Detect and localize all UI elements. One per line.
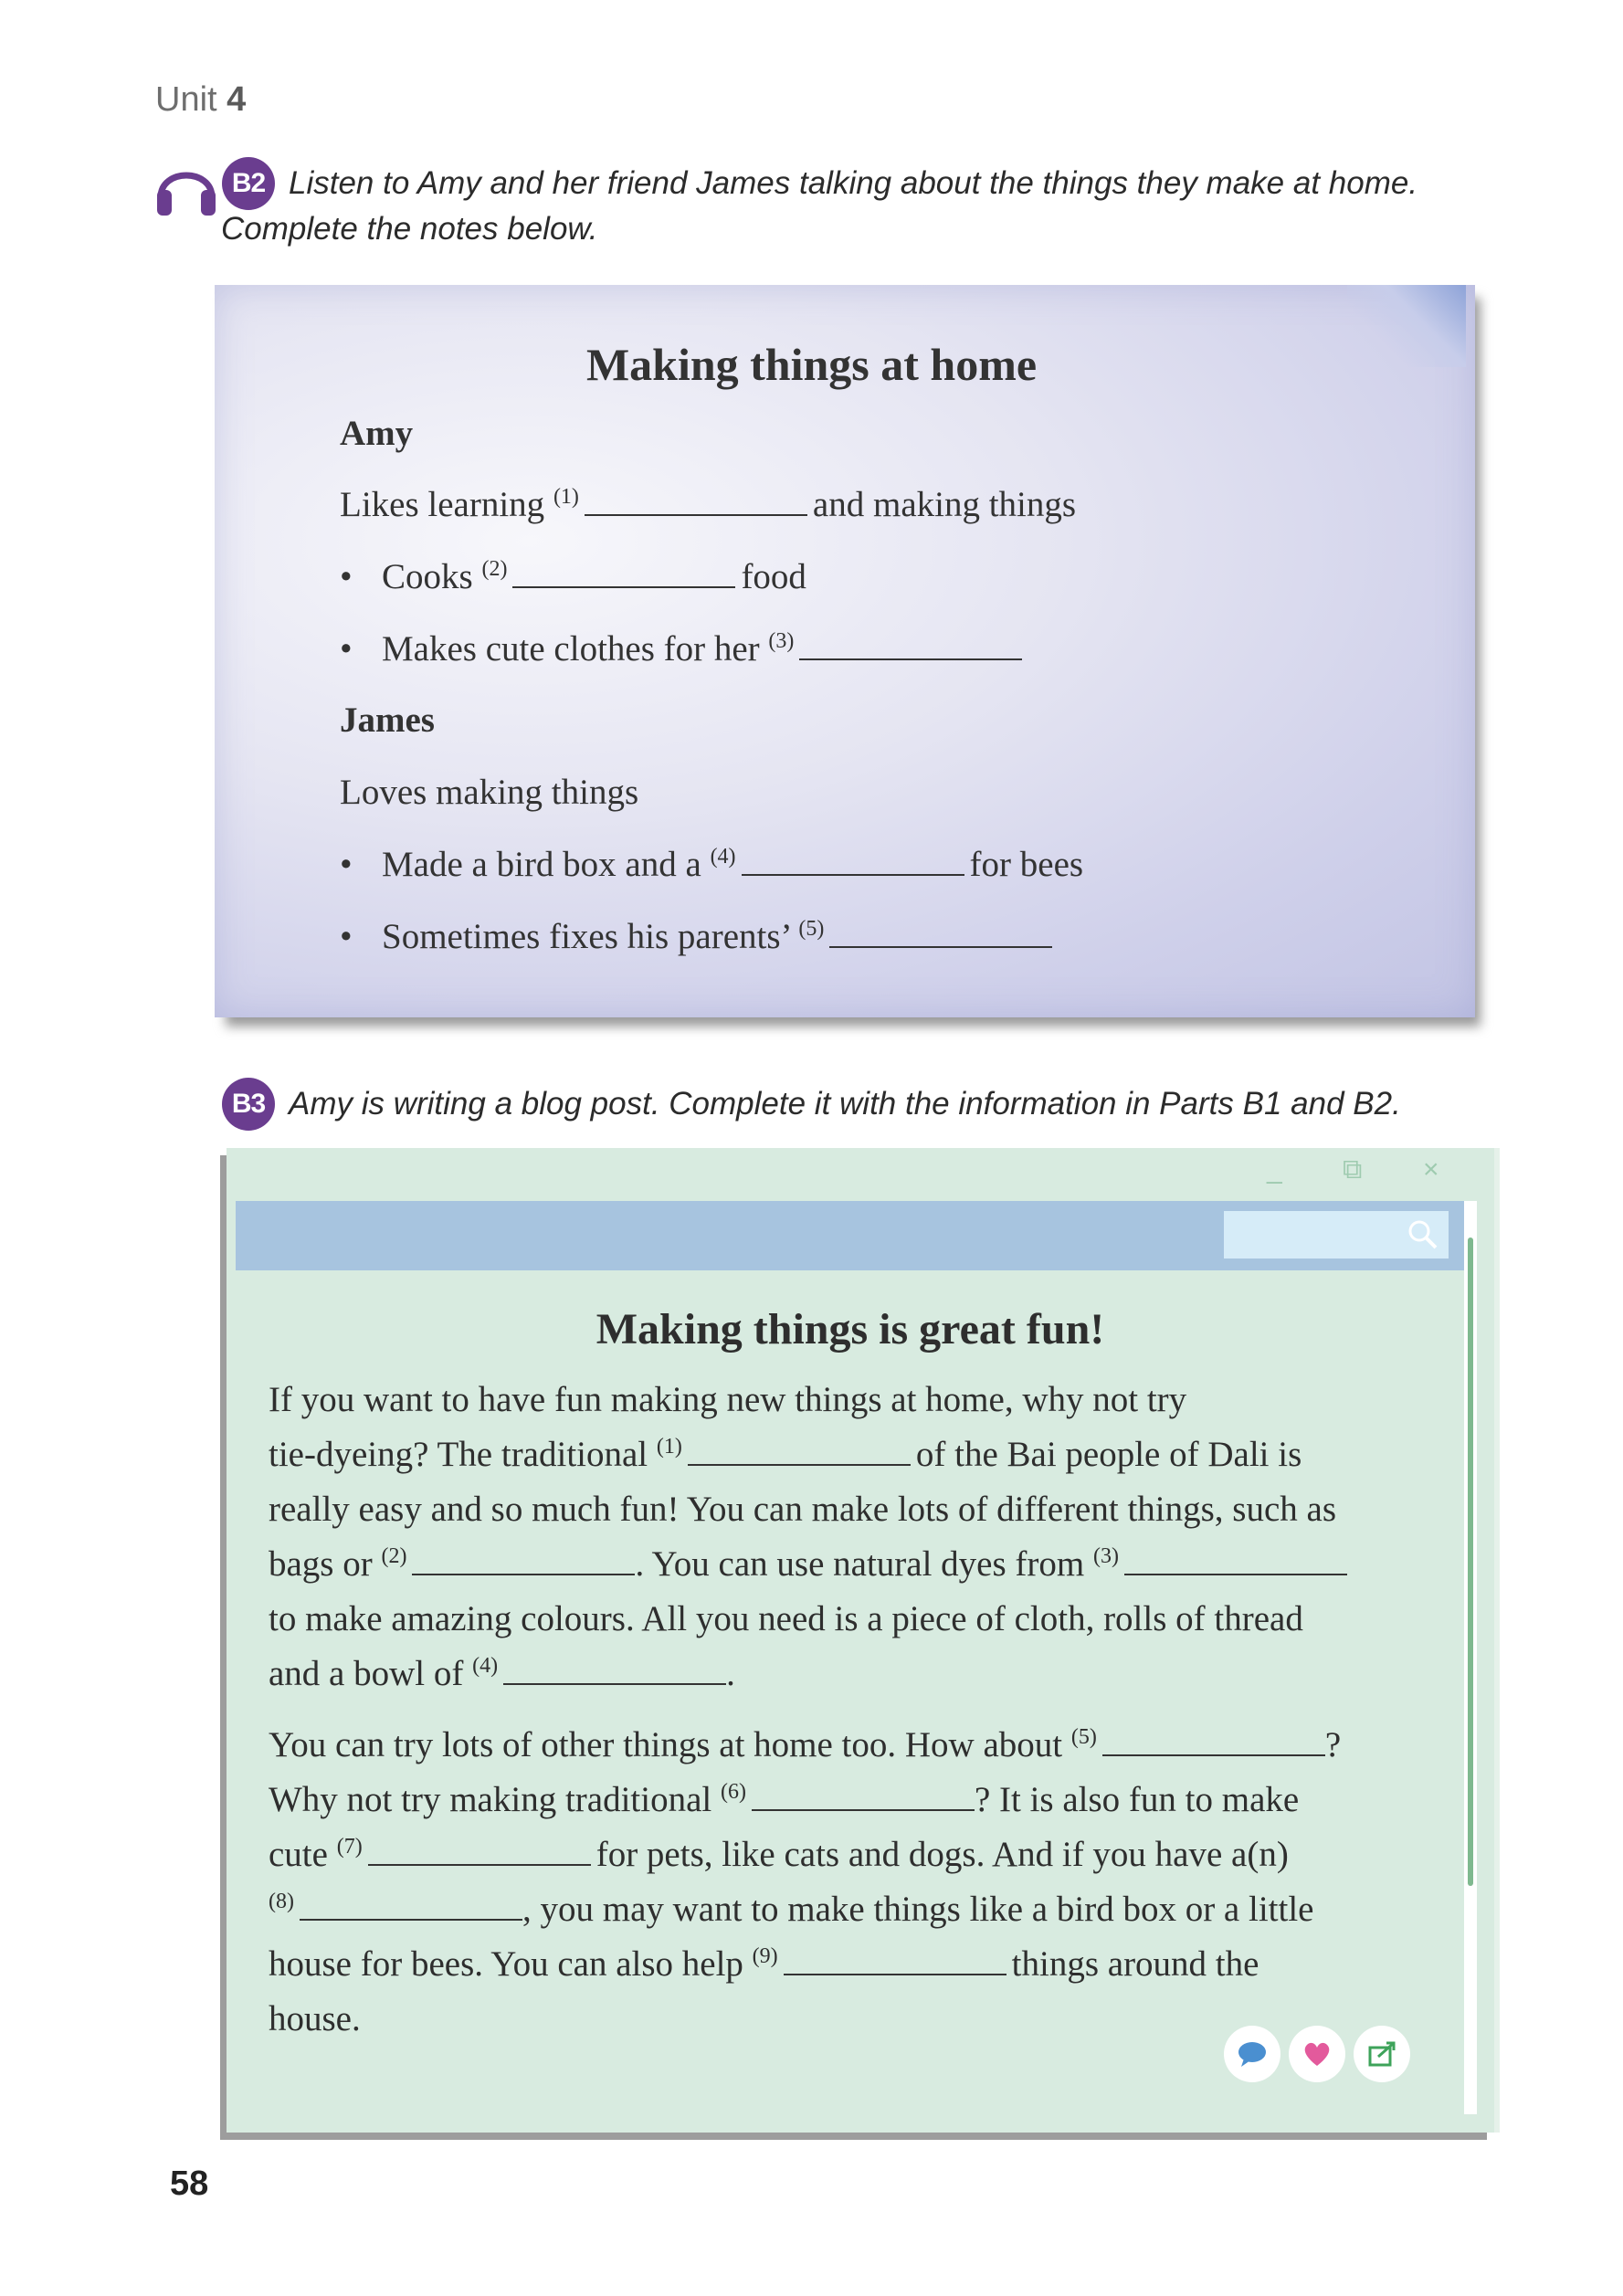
minimize-icon[interactable]: _ xyxy=(1267,1154,1282,1185)
share-icon xyxy=(1366,2040,1397,2068)
b3-instruction: Amy is writing a blog post. Complete it with the information in Parts B1 and B2. xyxy=(289,1086,1401,1122)
blog-blank-1[interactable] xyxy=(688,1437,911,1466)
scrollbar-thumb[interactable] xyxy=(1468,1238,1473,1886)
blog-line-12: house. xyxy=(269,1999,361,2038)
search-input[interactable] xyxy=(1224,1211,1449,1259)
blank-3[interactable] xyxy=(799,631,1022,660)
blog-line-6: and a bowl of $^{(4)}$ . xyxy=(269,1654,735,1693)
blog-line-10: $^{(8)}$ , you may want to make things like a bird box or a little xyxy=(269,1890,1314,1929)
blog-blank-7[interactable] xyxy=(368,1837,591,1866)
blog-window xyxy=(227,1148,1500,2133)
notes-james-bullet2: • Sometimes fixes his parents’ $^{(5)}$ xyxy=(340,916,1058,957)
close-icon[interactable]: × xyxy=(1423,1154,1439,1185)
blog-blank-5[interactable] xyxy=(1102,1727,1325,1756)
notes-title: Making things at home xyxy=(585,339,1038,390)
blog-line-2: tie-dyeing? The traditional $^{(1)}$ of the Bai people of Dali is xyxy=(269,1435,1302,1474)
share-button[interactable] xyxy=(1354,2026,1410,2082)
unit-number: 4 xyxy=(227,80,247,119)
blog-blank-2[interactable] xyxy=(412,1546,635,1575)
blank-4[interactable] xyxy=(742,847,964,876)
comment-icon xyxy=(1237,2040,1268,2068)
blog-line-8: Why not try making traditional $^{(6)}$ ? It is also fun to make xyxy=(269,1780,1300,1819)
blank-2[interactable] xyxy=(512,559,735,588)
blog-blank-8[interactable] xyxy=(300,1891,522,1921)
like-button[interactable] xyxy=(1289,2026,1345,2082)
heart-icon xyxy=(1302,2040,1333,2068)
blog-line-4: bags or $^{(2)}$ . You can use natural dyes from $^{(3)}$ xyxy=(269,1543,1353,1585)
blog-line-5: to make amazing colours. All you need is a piece of cloth, rolls of thread xyxy=(269,1599,1303,1638)
unit-label: Unit 4 xyxy=(155,80,247,119)
search-icon[interactable] xyxy=(1407,1218,1439,1251)
blank-5[interactable] xyxy=(829,919,1052,948)
blog-line-9: cute $^{(7)}$ for pets, like cats and dogs. And if you have a(n) xyxy=(269,1835,1289,1874)
blog-line-3: really easy and so much fun! You can make lots of different things, such as xyxy=(269,1490,1337,1529)
notes-amy-bullet2: • Makes cute clothes for her $^{(3)}$ xyxy=(340,628,1028,669)
notes-heading-james: James xyxy=(340,700,435,740)
blog-line-1: If you want to have fun making new things at home, why not try xyxy=(269,1380,1187,1419)
blog-line-7: You can try lots of other things at home too. How about $^{(5)}$ ? xyxy=(269,1725,1342,1764)
blank-1[interactable] xyxy=(585,487,807,516)
b3-badge: B3 xyxy=(222,1078,275,1131)
b2-instruction-line1: Listen to Amy and her friend James talking about the things they make at home. xyxy=(289,165,1418,201)
blog-line-11: house for bees. You can also help $^{(9)}$ things around the xyxy=(269,1944,1259,1984)
headphones-icon xyxy=(153,153,219,217)
blog-blank-9[interactable] xyxy=(784,1946,1006,1975)
blog-blank-6[interactable] xyxy=(752,1782,975,1811)
page-number: 58 xyxy=(170,2164,209,2203)
blog-blank-4[interactable] xyxy=(503,1656,726,1685)
notes-james-bullet1: • Made a bird box and a $^{(4)}$ for bees xyxy=(340,845,1084,884)
notes-heading-amy: Amy xyxy=(340,414,414,453)
notes-amy-bullet1: • Cooks $^{(2)}$ food xyxy=(340,557,806,596)
comment-button[interactable] xyxy=(1224,2026,1280,2082)
b2-instruction-line2: Complete the notes below. xyxy=(221,211,598,247)
blog-blank-3[interactable] xyxy=(1124,1546,1347,1575)
notes-amy-line1: Likes learning $^{(1)}$ and making things xyxy=(340,485,1077,524)
restore-icon[interactable]: ⧉ xyxy=(1343,1154,1363,1185)
blog-title: Making things is great fun! xyxy=(595,1305,1105,1353)
notes-james-line1: Loves making things xyxy=(340,773,639,812)
b2-badge: B2 xyxy=(222,157,275,210)
